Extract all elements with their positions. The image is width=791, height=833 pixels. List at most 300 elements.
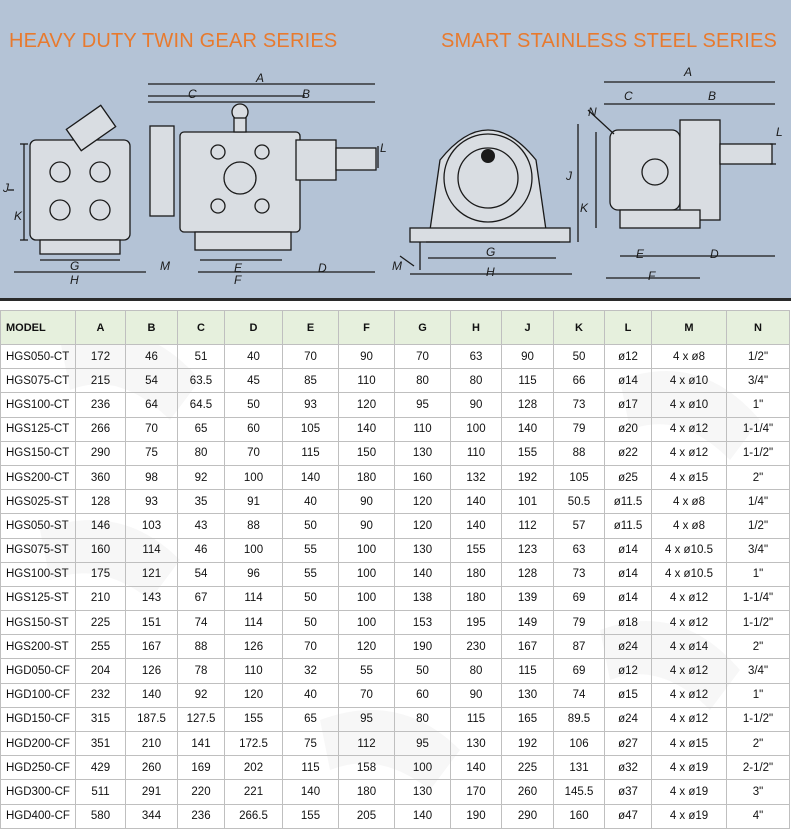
dimension-cell: 85 xyxy=(283,369,339,393)
dimension-cell: 140 xyxy=(283,465,339,489)
column-header-k: K xyxy=(554,311,605,345)
dimension-cell: 70 xyxy=(339,683,395,707)
dimension-cell: 65 xyxy=(283,707,339,731)
table-row xyxy=(1,804,790,828)
dimension-cell: 160 xyxy=(76,538,126,562)
dimension-cell: 140 xyxy=(451,756,502,780)
dimension-cell: 4 x ø12 xyxy=(652,611,727,635)
table-row xyxy=(1,369,790,393)
table-row xyxy=(1,683,790,707)
dimension-cell: 4 x ø8 xyxy=(652,490,727,514)
dimension-cell: 255 xyxy=(76,635,126,659)
dimension-cell: 105 xyxy=(554,465,605,489)
dimension-cell: 149 xyxy=(502,611,554,635)
dimension-cell: 4 x ø10 xyxy=(652,393,727,417)
dimension-cell: 351 xyxy=(76,732,126,756)
model-cell: HGS025-ST xyxy=(1,490,76,514)
dimension-cell: 4 x ø12 xyxy=(652,417,727,441)
dimension-cell: 192 xyxy=(502,465,554,489)
column-header-d: D xyxy=(225,311,283,345)
dimension-cell: 92 xyxy=(178,683,225,707)
dimension-cell: 4 x ø10.5 xyxy=(652,538,727,562)
model-cell: HGS150-ST xyxy=(1,611,76,635)
dimension-cell: 40 xyxy=(283,683,339,707)
dimension-cell: 192 xyxy=(502,732,554,756)
model-cell: HGS075-ST xyxy=(1,538,76,562)
dimension-cell: 55 xyxy=(339,659,395,683)
dimension-cell: 89.5 xyxy=(554,707,605,731)
column-header-j: J xyxy=(502,311,554,345)
table-row xyxy=(1,345,790,369)
column-header-h: H xyxy=(451,311,502,345)
dimension-cell: 80 xyxy=(451,659,502,683)
column-header-e: E xyxy=(283,311,339,345)
dimension-cell: 4 x ø14 xyxy=(652,635,727,659)
dimension-cell: 172.5 xyxy=(225,732,283,756)
table-row xyxy=(1,562,790,586)
dimension-cell: ø14 xyxy=(605,538,652,562)
dimension-cell: 60 xyxy=(395,683,451,707)
dimension-cell: 4 x ø10.5 xyxy=(652,562,727,586)
dim-label: L xyxy=(776,125,783,139)
dimension-cell: 64.5 xyxy=(178,393,225,417)
dimension-cell: 100 xyxy=(225,538,283,562)
dimension-cell: 160 xyxy=(554,804,605,828)
dimension-cell: 4 x ø8 xyxy=(652,345,727,369)
dimension-cell: 1-1/4" xyxy=(727,586,790,610)
dimension-cell: 4 x ø19 xyxy=(652,756,727,780)
dimension-cell: 96 xyxy=(225,562,283,586)
dimension-cell: 120 xyxy=(225,683,283,707)
dimension-cell: 80 xyxy=(395,707,451,731)
dimension-cell: 46 xyxy=(178,538,225,562)
dimension-cell: 155 xyxy=(283,804,339,828)
dimension-cell: 4 x ø12 xyxy=(652,707,727,731)
dimension-cell: 128 xyxy=(502,562,554,586)
dimension-cell: 126 xyxy=(126,659,178,683)
table-row xyxy=(1,465,790,489)
column-header-c: C xyxy=(178,311,225,345)
dimension-cell: 155 xyxy=(225,707,283,731)
dimension-cell: 202 xyxy=(225,756,283,780)
table-row xyxy=(1,441,790,465)
dimension-cell: 4 x ø12 xyxy=(652,586,727,610)
dimension-cell: 98 xyxy=(126,465,178,489)
dimension-cell: 90 xyxy=(339,514,395,538)
dim-label: F xyxy=(234,273,242,287)
column-header-a: A xyxy=(76,311,126,345)
dimension-cell: 110 xyxy=(395,417,451,441)
dimension-cell: 75 xyxy=(283,732,339,756)
dimension-cell: 100 xyxy=(395,756,451,780)
dimension-cell: 3/4" xyxy=(727,659,790,683)
dimension-cell: 187.5 xyxy=(126,707,178,731)
dimension-cell: ø14 xyxy=(605,562,652,586)
dimension-cell: 158 xyxy=(339,756,395,780)
dimension-cell: 50 xyxy=(395,659,451,683)
dimension-cell: 88 xyxy=(554,441,605,465)
dimension-cell: 140 xyxy=(339,417,395,441)
dimension-cell: 120 xyxy=(339,393,395,417)
table-row xyxy=(1,490,790,514)
dimension-cell: 140 xyxy=(451,490,502,514)
dimension-cell: 290 xyxy=(76,441,126,465)
dimension-cell: 110 xyxy=(451,441,502,465)
dimension-cell: 50 xyxy=(283,586,339,610)
dimension-cell: 180 xyxy=(339,465,395,489)
column-header-n: N xyxy=(727,311,790,345)
model-cell: HGS100-CT xyxy=(1,393,76,417)
dimension-cell: 121 xyxy=(126,562,178,586)
dimension-cell: 225 xyxy=(76,611,126,635)
model-cell: HGD150-CF xyxy=(1,707,76,731)
dimension-cell: 80 xyxy=(451,369,502,393)
table-row xyxy=(1,707,790,731)
dimension-cell: ø47 xyxy=(605,804,652,828)
dimension-cell: 74 xyxy=(178,611,225,635)
dimension-cell: 90 xyxy=(451,393,502,417)
table-row xyxy=(1,611,790,635)
dimension-cell: 290 xyxy=(502,804,554,828)
dim-label: C xyxy=(624,89,633,103)
dim-label: G xyxy=(486,245,496,259)
model-cell: HGD250-CF xyxy=(1,756,76,780)
dimension-cell: 360 xyxy=(76,465,126,489)
dimension-cell: 130 xyxy=(502,683,554,707)
dimension-cell: ø12 xyxy=(605,659,652,683)
dimension-cell: 130 xyxy=(395,780,451,804)
dimension-cell: 73 xyxy=(554,562,605,586)
dimension-cell: 140 xyxy=(395,562,451,586)
dimension-cell: 150 xyxy=(339,441,395,465)
dimension-cell: 1/2" xyxy=(727,345,790,369)
dimension-cell: 151 xyxy=(126,611,178,635)
dimension-cell: ø20 xyxy=(605,417,652,441)
dimension-cell: 65 xyxy=(178,417,225,441)
column-header-b: B xyxy=(126,311,178,345)
dimension-cell: 4 x ø19 xyxy=(652,804,727,828)
dimension-cell: 4 x ø12 xyxy=(652,441,727,465)
dimension-cell: 2-1/2" xyxy=(727,756,790,780)
dimension-cell: 105 xyxy=(283,417,339,441)
dimension-cell: 143 xyxy=(126,586,178,610)
dimension-cell: 4 x ø15 xyxy=(652,465,727,489)
dimension-drawings xyxy=(0,60,791,292)
specification-table xyxy=(0,310,790,829)
dimension-cell: 146 xyxy=(76,514,126,538)
column-header-m: M xyxy=(652,311,727,345)
dimension-cell: 110 xyxy=(339,369,395,393)
dimension-cell: 511 xyxy=(76,780,126,804)
dimension-cell: 1-1/2" xyxy=(727,441,790,465)
dimension-cell: 1-1/4" xyxy=(727,417,790,441)
dimension-cell: 132 xyxy=(451,465,502,489)
dimension-cell: 46 xyxy=(126,345,178,369)
dimension-cell: 69 xyxy=(554,586,605,610)
dimension-cell: 100 xyxy=(339,538,395,562)
dimension-cell: 74 xyxy=(554,683,605,707)
dimension-cell: 1" xyxy=(727,683,790,707)
dimension-cell: 92 xyxy=(178,465,225,489)
stainless-series-title: SMART STAINLESS STEEL SERIES xyxy=(441,30,778,52)
dimension-cell: 160 xyxy=(395,465,451,489)
dimension-cell: ø25 xyxy=(605,465,652,489)
dimension-cell: 180 xyxy=(451,586,502,610)
dimension-cell: 114 xyxy=(126,538,178,562)
heavy-duty-side-view xyxy=(8,105,146,272)
dimension-cell: 100 xyxy=(339,586,395,610)
dimension-cell: 4" xyxy=(727,804,790,828)
dimension-cell: 130 xyxy=(395,538,451,562)
drawing-panel xyxy=(0,0,791,301)
dimension-cell: 115 xyxy=(502,659,554,683)
dimension-cell: 115 xyxy=(451,707,502,731)
dimension-cell: 100 xyxy=(339,611,395,635)
dimension-cell: 128 xyxy=(76,490,126,514)
dimension-cell: 1/2" xyxy=(727,514,790,538)
dimension-cell: ø14 xyxy=(605,586,652,610)
table-row xyxy=(1,780,790,804)
dimension-cell: 3" xyxy=(727,780,790,804)
dimension-cell: 155 xyxy=(451,538,502,562)
dimension-cell: 90 xyxy=(339,490,395,514)
dimension-cell: ø11.5 xyxy=(605,514,652,538)
table-header-row xyxy=(1,311,790,345)
dimension-cell: 580 xyxy=(76,804,126,828)
dimension-cell: 50 xyxy=(554,345,605,369)
dimension-cell: 2" xyxy=(727,465,790,489)
dim-label: H xyxy=(486,265,495,279)
dimension-cell: 2" xyxy=(727,635,790,659)
dimension-cell: 260 xyxy=(502,780,554,804)
dimension-cell: 220 xyxy=(178,780,225,804)
dimension-cell: 91 xyxy=(225,490,283,514)
dimension-cell: 236 xyxy=(76,393,126,417)
dim-label: M xyxy=(392,259,402,273)
dim-label: B xyxy=(708,89,717,103)
dim-label: J xyxy=(3,181,9,195)
dimension-cell: 131 xyxy=(554,756,605,780)
dimension-cell: 93 xyxy=(283,393,339,417)
dimension-cell: 120 xyxy=(395,490,451,514)
model-cell: HGS100-ST xyxy=(1,562,76,586)
dimension-cell: 130 xyxy=(451,732,502,756)
dimension-cell: 80 xyxy=(178,441,225,465)
dimension-cell: 127.5 xyxy=(178,707,225,731)
dimension-cell: 100 xyxy=(451,417,502,441)
dimension-cell: 87 xyxy=(554,635,605,659)
dimension-cell: 232 xyxy=(76,683,126,707)
dimension-cell: 4 x ø15 xyxy=(652,732,727,756)
dimension-cell: ø24 xyxy=(605,707,652,731)
dimension-cell: 90 xyxy=(339,345,395,369)
dimension-cell: 95 xyxy=(395,732,451,756)
dimension-cell: 93 xyxy=(126,490,178,514)
dimension-cell: 126 xyxy=(225,635,283,659)
dimension-cell: 64 xyxy=(126,393,178,417)
dimension-cell: ø12 xyxy=(605,345,652,369)
table-row xyxy=(1,538,790,562)
dim-label: K xyxy=(14,209,23,223)
column-header-f: F xyxy=(339,311,395,345)
dimension-cell: 88 xyxy=(178,635,225,659)
dimension-cell: 120 xyxy=(395,514,451,538)
dimension-cell: 1-1/2" xyxy=(727,707,790,731)
dimension-cell: 67 xyxy=(178,586,225,610)
dimension-cell: 172 xyxy=(76,345,126,369)
dimension-cell: 205 xyxy=(339,804,395,828)
dimension-cell: 114 xyxy=(225,611,283,635)
dimension-cell: ø11.5 xyxy=(605,490,652,514)
model-cell: HGS125-CT xyxy=(1,417,76,441)
dimension-cell: 140 xyxy=(395,804,451,828)
model-cell: HGD050-CF xyxy=(1,659,76,683)
dimension-cell: 180 xyxy=(451,562,502,586)
dimension-cell: 70 xyxy=(395,345,451,369)
dimension-cell: 130 xyxy=(395,441,451,465)
dimension-cell: 69 xyxy=(554,659,605,683)
dimension-cell: 112 xyxy=(339,732,395,756)
dimension-cell: 55 xyxy=(283,538,339,562)
table-row xyxy=(1,635,790,659)
dimension-cell: 155 xyxy=(502,441,554,465)
dimension-cell: 4 x ø19 xyxy=(652,780,727,804)
dimension-cell: 4 x ø8 xyxy=(652,514,727,538)
dimension-cell: 100 xyxy=(339,562,395,586)
dimension-cell: 45 xyxy=(225,369,283,393)
dimension-cell: 138 xyxy=(395,586,451,610)
dim-label: E xyxy=(636,247,645,261)
model-cell: HGD200-CF xyxy=(1,732,76,756)
dimension-cell: 128 xyxy=(502,393,554,417)
column-header-model: MODEL xyxy=(1,311,76,345)
dim-label: A xyxy=(684,65,693,79)
dimension-cell: 190 xyxy=(451,804,502,828)
dimension-cell: 190 xyxy=(395,635,451,659)
dimension-cell: 40 xyxy=(225,345,283,369)
dimension-cell: 204 xyxy=(76,659,126,683)
dimension-cell: 112 xyxy=(502,514,554,538)
dimension-cell: 429 xyxy=(76,756,126,780)
dimension-cell: 50 xyxy=(283,514,339,538)
dimension-cell: 115 xyxy=(283,441,339,465)
dimension-cell: 50 xyxy=(225,393,283,417)
dimension-cell: 266.5 xyxy=(225,804,283,828)
table-row xyxy=(1,393,790,417)
dimension-cell: 32 xyxy=(283,659,339,683)
dim-label: C xyxy=(188,87,197,101)
dimension-cell: 114 xyxy=(225,586,283,610)
dimension-cell: 291 xyxy=(126,780,178,804)
dimension-cell: 54 xyxy=(126,369,178,393)
dim-label: B xyxy=(302,87,311,101)
dimension-cell: 315 xyxy=(76,707,126,731)
dimension-cell: 4 x ø12 xyxy=(652,659,727,683)
dimension-cell: 95 xyxy=(339,707,395,731)
dimension-cell: 1" xyxy=(727,393,790,417)
dimension-cell: 140 xyxy=(126,683,178,707)
model-cell: HGS150-CT xyxy=(1,441,76,465)
dimension-cell: 139 xyxy=(502,586,554,610)
table-row xyxy=(1,514,790,538)
dimension-cell: 221 xyxy=(225,780,283,804)
dim-label: L xyxy=(380,141,387,155)
table-row xyxy=(1,756,790,780)
dimension-cell: 54 xyxy=(178,562,225,586)
dimension-cell: 88 xyxy=(225,514,283,538)
dim-label: F xyxy=(648,269,656,283)
dimension-cell: 60 xyxy=(225,417,283,441)
model-cell: HGD100-CF xyxy=(1,683,76,707)
dimension-cell: ø32 xyxy=(605,756,652,780)
model-cell: HGS050-CT xyxy=(1,345,76,369)
dim-label: G xyxy=(70,259,80,273)
dimension-cell: 210 xyxy=(126,732,178,756)
dimension-cell: ø24 xyxy=(605,635,652,659)
dimension-cell: 35 xyxy=(178,490,225,514)
dimension-cell: 215 xyxy=(76,369,126,393)
model-cell: HGS075-CT xyxy=(1,369,76,393)
model-cell: HGS050-ST xyxy=(1,514,76,538)
table-body xyxy=(1,345,790,829)
column-header-l: L xyxy=(605,311,652,345)
dimension-cell: 1-1/2" xyxy=(727,611,790,635)
dimension-cell: 55 xyxy=(283,562,339,586)
dimension-cell: 230 xyxy=(451,635,502,659)
dimension-cell: 80 xyxy=(395,369,451,393)
dimension-cell: 123 xyxy=(502,538,554,562)
model-cell: HGD400-CF xyxy=(1,804,76,828)
dimension-cell: 51 xyxy=(178,345,225,369)
dimension-cell: 140 xyxy=(451,514,502,538)
dimension-cell: 180 xyxy=(339,780,395,804)
model-cell: HGD300-CF xyxy=(1,780,76,804)
dimension-cell: 195 xyxy=(451,611,502,635)
dimension-cell: 50.5 xyxy=(554,490,605,514)
dimension-cell: ø18 xyxy=(605,611,652,635)
dimension-cell: 115 xyxy=(283,756,339,780)
dimension-cell: 90 xyxy=(451,683,502,707)
dim-label: E xyxy=(234,261,243,275)
dimension-cell: 120 xyxy=(339,635,395,659)
table-row xyxy=(1,586,790,610)
dim-label: J xyxy=(566,169,572,183)
dimension-cell: ø17 xyxy=(605,393,652,417)
dimension-cell: 100 xyxy=(225,465,283,489)
dim-label: D xyxy=(710,247,719,261)
dimension-cell: 70 xyxy=(283,635,339,659)
dimension-cell: 90 xyxy=(502,345,554,369)
dimension-cell: 70 xyxy=(225,441,283,465)
dim-label: A xyxy=(256,71,265,85)
dim-label: K xyxy=(580,201,589,215)
dimension-cell: 175 xyxy=(76,562,126,586)
dimension-cell: 63.5 xyxy=(178,369,225,393)
dimension-cell: 115 xyxy=(502,369,554,393)
dim-label: N xyxy=(588,105,597,119)
dimension-cell: 101 xyxy=(502,490,554,514)
dimension-cell: 3/4" xyxy=(727,369,790,393)
dim-label: M xyxy=(160,259,170,273)
dimension-cell: 140 xyxy=(283,780,339,804)
dimension-cell: ø27 xyxy=(605,732,652,756)
dimension-cell: 3/4" xyxy=(727,538,790,562)
dimension-cell: 110 xyxy=(225,659,283,683)
dimension-cell: 95 xyxy=(395,393,451,417)
dimension-cell: 170 xyxy=(451,780,502,804)
dimension-cell: 225 xyxy=(502,756,554,780)
dimension-cell: 50 xyxy=(283,611,339,635)
